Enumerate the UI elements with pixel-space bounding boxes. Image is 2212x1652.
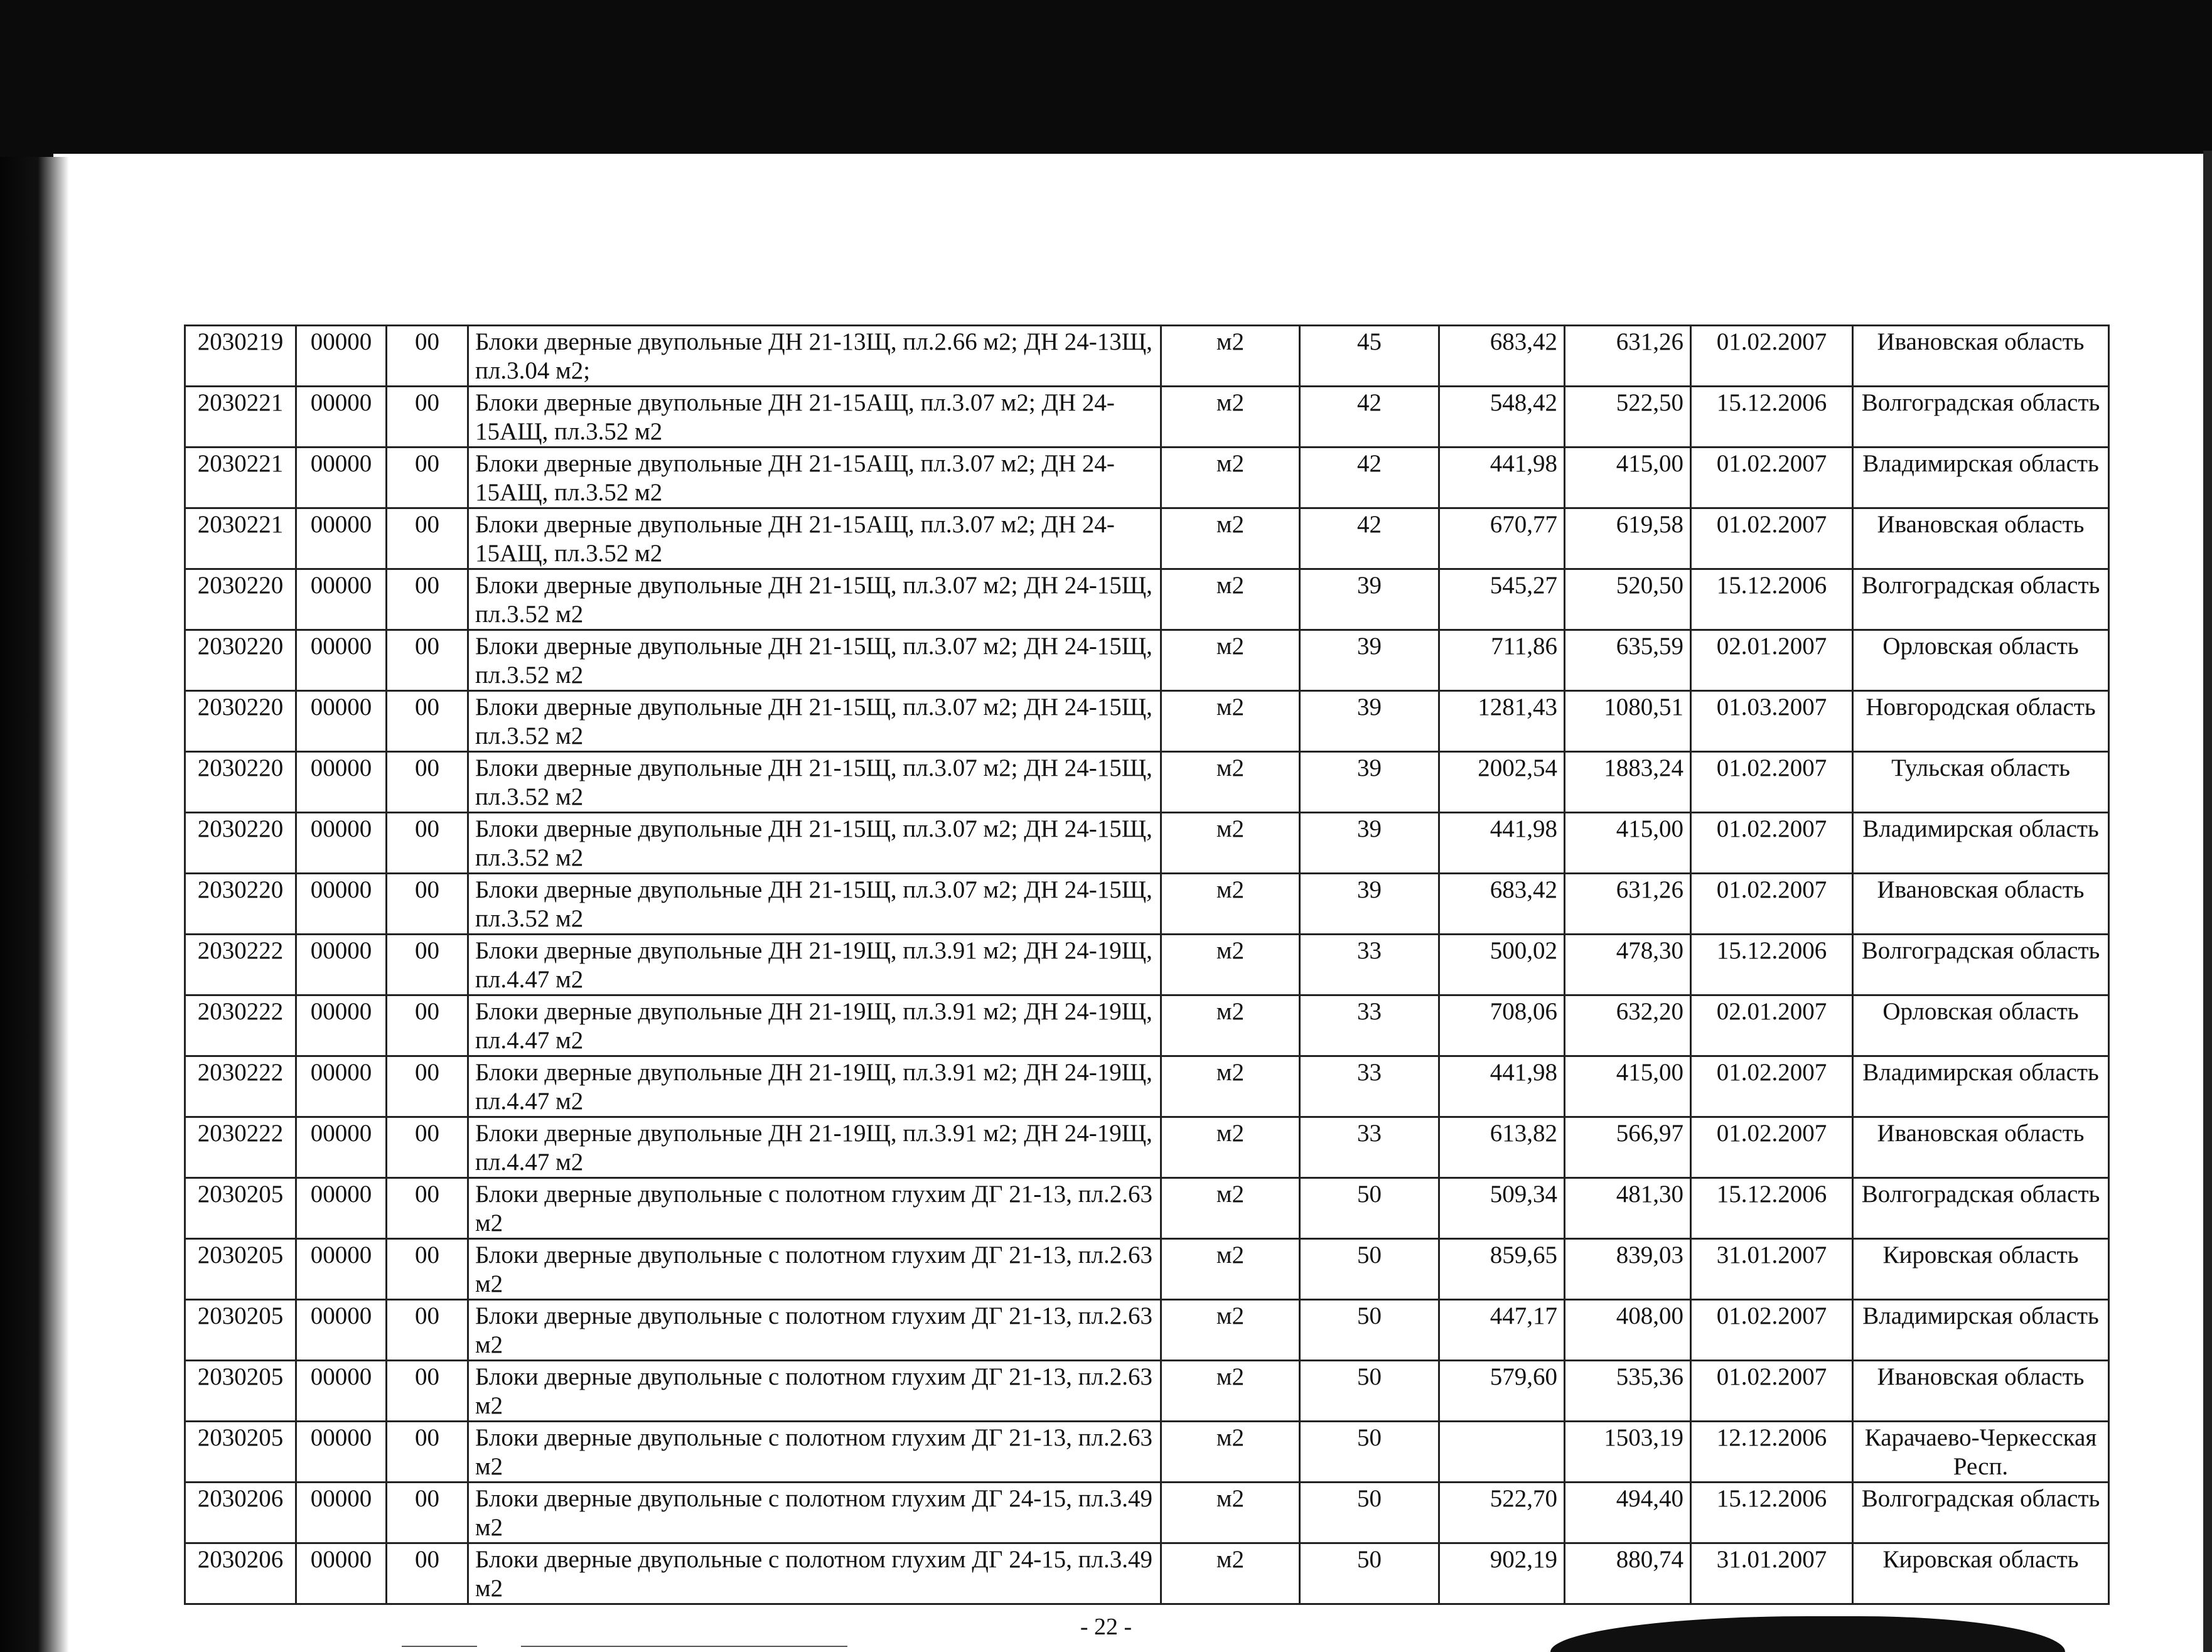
- item-region: Владимирская область: [1853, 1300, 2109, 1361]
- scan-left-shadow: [0, 157, 69, 1652]
- item-region: Волгоградская область: [1853, 1178, 2109, 1239]
- item-quantity: 33: [1300, 935, 1439, 995]
- item-unit: м2: [1161, 1117, 1300, 1178]
- item-price-1: 683,42: [1439, 874, 1565, 935]
- item-subcode-2: 00: [387, 813, 468, 874]
- price-table-body: [185, 326, 2109, 1604]
- item-quantity: 39: [1300, 691, 1439, 752]
- item-date: 15.12.2006: [1691, 1178, 1853, 1239]
- item-code: 2030221: [185, 448, 296, 508]
- item-name: Блоки дверные двупольные ДН 21-15Щ, пл.3.07 м2; ДН 24-15Щ, пл.3.52 м2: [468, 569, 1161, 630]
- item-name: Блоки дверные двупольные ДН 21-19Щ, пл.3.91 м2; ДН 24-19Щ, пл.4.47 м2: [468, 1117, 1161, 1178]
- table-row: [185, 752, 2109, 813]
- table-row: [185, 569, 2109, 630]
- item-unit: м2: [1161, 1056, 1300, 1117]
- item-unit: м2: [1161, 1239, 1300, 1300]
- item-subcode: 00000: [296, 874, 387, 935]
- item-price-2: 494,40: [1565, 1483, 1691, 1543]
- item-name: Блоки дверные двупольные с полотном глухим ДГ 24-15, пл.3.49 м2: [468, 1543, 1161, 1604]
- item-code: 2030205: [185, 1422, 296, 1483]
- item-quantity: 33: [1300, 995, 1439, 1056]
- item-date: 01.02.2007: [1691, 752, 1853, 813]
- item-quantity: 50: [1300, 1543, 1439, 1604]
- item-unit: м2: [1161, 813, 1300, 874]
- item-quantity: 33: [1300, 1056, 1439, 1117]
- item-subcode-2: 00: [387, 1056, 468, 1117]
- item-unit: м2: [1161, 1300, 1300, 1361]
- item-subcode-2: 00: [387, 508, 468, 569]
- item-price-2: 415,00: [1565, 813, 1691, 874]
- item-code: 2030205: [185, 1361, 296, 1422]
- item-name: Блоки дверные двупольные ДН 21-15Щ, пл.3.07 м2; ДН 24-15Щ, пл.3.52 м2: [468, 691, 1161, 752]
- item-price-1: 683,42: [1439, 326, 1565, 387]
- item-price-2: 1503,19: [1565, 1422, 1691, 1483]
- item-name: Блоки дверные двупольные ДН 21-15Щ, пл.3.07 м2; ДН 24-15Щ, пл.3.52 м2: [468, 813, 1161, 874]
- item-price-1: 902,19: [1439, 1543, 1565, 1604]
- item-date: 15.12.2006: [1691, 935, 1853, 995]
- item-region: Волгоградская область: [1853, 935, 2109, 995]
- item-quantity: 50: [1300, 1178, 1439, 1239]
- item-price-2: 408,00: [1565, 1300, 1691, 1361]
- item-name: Блоки дверные двупольные ДН 21-15АЩ, пл.3.07 м2; ДН 24-15АЩ, пл.3.52 м2: [468, 387, 1161, 448]
- item-region: Владимирская область: [1853, 813, 2109, 874]
- item-quantity: 42: [1300, 387, 1439, 448]
- item-price-2: 478,30: [1565, 935, 1691, 995]
- item-date: 31.01.2007: [1691, 1543, 1853, 1604]
- item-quantity: 45: [1300, 326, 1439, 387]
- item-subcode: 00000: [296, 1543, 387, 1604]
- item-unit: м2: [1161, 874, 1300, 935]
- item-code: 2030220: [185, 752, 296, 813]
- item-name: Блоки дверные двупольные ДН 21-15АЩ, пл.3.07 м2; ДН 24-15АЩ, пл.3.52 м2: [468, 508, 1161, 569]
- item-unit: м2: [1161, 569, 1300, 630]
- item-price-2: 415,00: [1565, 1056, 1691, 1117]
- item-subcode: 00000: [296, 1483, 387, 1543]
- item-subcode: 00000: [296, 508, 387, 569]
- item-quantity: 39: [1300, 752, 1439, 813]
- item-unit: м2: [1161, 448, 1300, 508]
- item-unit: м2: [1161, 326, 1300, 387]
- item-date: 01.02.2007: [1691, 326, 1853, 387]
- item-quantity: 42: [1300, 508, 1439, 569]
- item-subcode-2: 00: [387, 1543, 468, 1604]
- item-code: 2030220: [185, 569, 296, 630]
- item-subcode-2: 00: [387, 874, 468, 935]
- item-region: Ивановская область: [1853, 326, 2109, 387]
- item-price-2: 619,58: [1565, 508, 1691, 569]
- item-date: 01.03.2007: [1691, 691, 1853, 752]
- table-row: [185, 1422, 2109, 1483]
- item-price-1: 545,27: [1439, 569, 1565, 630]
- item-price-1: 548,42: [1439, 387, 1565, 448]
- item-code: 2030222: [185, 935, 296, 995]
- item-subcode-2: 00: [387, 387, 468, 448]
- item-price-1: 859,65: [1439, 1239, 1565, 1300]
- item-subcode-2: 00: [387, 630, 468, 691]
- item-subcode: 00000: [296, 1239, 387, 1300]
- item-subcode-2: 00: [387, 448, 468, 508]
- item-code: 2030206: [185, 1483, 296, 1543]
- item-region: Ивановская область: [1853, 874, 2109, 935]
- item-subcode-2: 00: [387, 691, 468, 752]
- item-subcode: 00000: [296, 387, 387, 448]
- item-date: 15.12.2006: [1691, 569, 1853, 630]
- item-price-1: 441,98: [1439, 1056, 1565, 1117]
- item-name: Блоки дверные двупольные ДН 21-15АЩ, пл.3.07 м2; ДН 24-15АЩ, пл.3.52 м2: [468, 448, 1161, 508]
- table-row: [185, 387, 2109, 448]
- item-region: Ивановская область: [1853, 1361, 2109, 1422]
- item-price-1: 579,60: [1439, 1361, 1565, 1422]
- item-price-1: 1281,43: [1439, 691, 1565, 752]
- item-quantity: 39: [1300, 813, 1439, 874]
- item-quantity: 42: [1300, 448, 1439, 508]
- item-unit: м2: [1161, 1483, 1300, 1543]
- item-code: 2030222: [185, 1117, 296, 1178]
- item-price-2: 631,26: [1565, 874, 1691, 935]
- item-code: 2030220: [185, 874, 296, 935]
- item-region: Орловская область: [1853, 995, 2109, 1056]
- item-region: Ивановская область: [1853, 508, 2109, 569]
- item-name: Блоки дверные двупольные с полотном глухим ДГ 21-13, пл.2.63 м2: [468, 1239, 1161, 1300]
- item-subcode: 00000: [296, 1361, 387, 1422]
- table-row: [185, 1483, 2109, 1543]
- item-price-2: 880,74: [1565, 1543, 1691, 1604]
- item-unit: м2: [1161, 1543, 1300, 1604]
- item-date: 01.02.2007: [1691, 813, 1853, 874]
- item-name: Блоки дверные двупольные ДН 21-19Щ, пл.3.91 м2; ДН 24-19Щ, пл.4.47 м2: [468, 935, 1161, 995]
- item-code: 2030206: [185, 1543, 296, 1604]
- item-subcode-2: 00: [387, 1483, 468, 1543]
- item-date: 01.02.2007: [1691, 1056, 1853, 1117]
- item-date: 01.02.2007: [1691, 1117, 1853, 1178]
- item-unit: м2: [1161, 387, 1300, 448]
- item-region: Кировская область: [1853, 1239, 2109, 1300]
- table-row: [185, 1300, 2109, 1361]
- table-row: [185, 448, 2109, 508]
- item-subcode-2: 00: [387, 1239, 468, 1300]
- item-subcode: 00000: [296, 630, 387, 691]
- item-code: 2030221: [185, 387, 296, 448]
- item-subcode: 00000: [296, 569, 387, 630]
- item-price-1: 441,98: [1439, 448, 1565, 508]
- scan-mark: [521, 1646, 847, 1647]
- item-name: Блоки дверные двупольные ДН 21-19Щ, пл.3.91 м2; ДН 24-19Щ, пл.4.47 м2: [468, 995, 1161, 1056]
- item-price-1: 613,82: [1439, 1117, 1565, 1178]
- item-subcode: 00000: [296, 326, 387, 387]
- item-subcode: 00000: [296, 691, 387, 752]
- table-row: [185, 1056, 2109, 1117]
- item-quantity: 39: [1300, 874, 1439, 935]
- item-code: 2030222: [185, 1056, 296, 1117]
- item-name: Блоки дверные двупольные с полотном глухим ДГ 21-13, пл.2.63 м2: [468, 1178, 1161, 1239]
- item-date: 15.12.2006: [1691, 1483, 1853, 1543]
- item-region: Ивановская область: [1853, 1117, 2109, 1178]
- item-unit: м2: [1161, 935, 1300, 995]
- item-code: 2030219: [185, 326, 296, 387]
- item-code: 2030222: [185, 995, 296, 1056]
- item-subcode-2: 00: [387, 326, 468, 387]
- item-quantity: 50: [1300, 1422, 1439, 1483]
- item-price-2: 481,30: [1565, 1178, 1691, 1239]
- item-unit: м2: [1161, 508, 1300, 569]
- table-row: [185, 995, 2109, 1056]
- item-region: Владимирская область: [1853, 1056, 2109, 1117]
- item-subcode-2: 00: [387, 995, 468, 1056]
- item-date: 15.12.2006: [1691, 387, 1853, 448]
- item-quantity: 39: [1300, 569, 1439, 630]
- table-row: [185, 326, 2109, 387]
- item-subcode: 00000: [296, 1056, 387, 1117]
- item-quantity: 50: [1300, 1361, 1439, 1422]
- table-row: [185, 874, 2109, 935]
- item-date: 01.02.2007: [1691, 508, 1853, 569]
- item-price-1: 441,98: [1439, 813, 1565, 874]
- item-price-1: 2002,54: [1439, 752, 1565, 813]
- item-date: 01.02.2007: [1691, 874, 1853, 935]
- item-subcode: 00000: [296, 1117, 387, 1178]
- item-code: 2030220: [185, 630, 296, 691]
- item-name: Блоки дверные двупольные с полотном глухим ДГ 21-13, пл.2.63 м2: [468, 1422, 1161, 1483]
- item-subcode-2: 00: [387, 935, 468, 995]
- item-code: 2030205: [185, 1178, 296, 1239]
- item-region: Новгородская область: [1853, 691, 2109, 752]
- item-region: Кировская область: [1853, 1543, 2109, 1604]
- item-price-2: 1080,51: [1565, 691, 1691, 752]
- item-subcode: 00000: [296, 1300, 387, 1361]
- item-name: Блоки дверные двупольные ДН 21-19Щ, пл.3.91 м2; ДН 24-19Щ, пл.4.47 м2: [468, 1056, 1161, 1117]
- item-date: 01.02.2007: [1691, 1361, 1853, 1422]
- item-region: Волгоградская область: [1853, 569, 2109, 630]
- item-subcode-2: 00: [387, 569, 468, 630]
- item-price-2: 415,00: [1565, 448, 1691, 508]
- item-unit: м2: [1161, 1422, 1300, 1483]
- item-price-1: 447,17: [1439, 1300, 1565, 1361]
- item-date: 01.02.2007: [1691, 1300, 1853, 1361]
- item-price-2: 632,20: [1565, 995, 1691, 1056]
- table-row: [185, 1239, 2109, 1300]
- scan-right-shadow: [2203, 151, 2212, 1652]
- item-price-2: 535,36: [1565, 1361, 1691, 1422]
- item-name: Блоки дверные двупольные с полотном глухим ДГ 24-15, пл.3.49 м2: [468, 1483, 1161, 1543]
- item-price-2: 522,50: [1565, 387, 1691, 448]
- item-name: Блоки дверные двупольные ДН 21-13Щ, пл.2.66 м2; ДН 24-13Щ, пл.3.04 м2;: [468, 326, 1161, 387]
- item-name: Блоки дверные двупольные ДН 21-15Щ, пл.3.07 м2; ДН 24-15Щ, пл.3.52 м2: [468, 630, 1161, 691]
- item-region: Карачаево-Черкесская Респ.: [1853, 1422, 2109, 1483]
- item-region: Волгоградская область: [1853, 387, 2109, 448]
- item-quantity: 33: [1300, 1117, 1439, 1178]
- item-date: 01.02.2007: [1691, 448, 1853, 508]
- item-date: 31.01.2007: [1691, 1239, 1853, 1300]
- item-unit: м2: [1161, 1178, 1300, 1239]
- item-unit: м2: [1161, 1361, 1300, 1422]
- item-unit: м2: [1161, 630, 1300, 691]
- item-date: 02.01.2007: [1691, 995, 1853, 1056]
- item-price-1: 522,70: [1439, 1483, 1565, 1543]
- item-region: Волгоградская область: [1853, 1483, 2109, 1543]
- item-code: 2030220: [185, 691, 296, 752]
- item-subcode: 00000: [296, 813, 387, 874]
- item-region: Орловская область: [1853, 630, 2109, 691]
- item-region: Владимирская область: [1853, 448, 2109, 508]
- item-price-2: 566,97: [1565, 1117, 1691, 1178]
- item-region: Тульская область: [1853, 752, 2109, 813]
- item-price-1: 500,02: [1439, 935, 1565, 995]
- item-name: Блоки дверные двупольные ДН 21-15Щ, пл.3.07 м2; ДН 24-15Щ, пл.3.52 м2: [468, 752, 1161, 813]
- item-name: Блоки дверные двупольные ДН 21-15Щ, пл.3.07 м2; ДН 24-15Щ, пл.3.52 м2: [468, 874, 1161, 935]
- table-row: [185, 1117, 2109, 1178]
- item-price-2: 631,26: [1565, 326, 1691, 387]
- item-unit: м2: [1161, 691, 1300, 752]
- item-quantity: 50: [1300, 1300, 1439, 1361]
- item-subcode-2: 00: [387, 1361, 468, 1422]
- item-code: 2030221: [185, 508, 296, 569]
- table-row: [185, 691, 2109, 752]
- item-name: Блоки дверные двупольные с полотном глухим ДГ 21-13, пл.2.63 м2: [468, 1300, 1161, 1361]
- item-price-1: [1439, 1422, 1565, 1483]
- scan-mark: [402, 1646, 477, 1647]
- item-subcode-2: 00: [387, 1178, 468, 1239]
- table-row: [185, 630, 2109, 691]
- item-quantity: 39: [1300, 630, 1439, 691]
- item-subcode: 00000: [296, 752, 387, 813]
- item-date: 12.12.2006: [1691, 1422, 1853, 1483]
- price-table: [184, 324, 2110, 1605]
- item-date: 02.01.2007: [1691, 630, 1853, 691]
- table-row: [185, 1543, 2109, 1604]
- item-subcode-2: 00: [387, 1300, 468, 1361]
- item-name: Блоки дверные двупольные с полотном глухим ДГ 21-13, пл.2.63 м2: [468, 1361, 1161, 1422]
- item-subcode: 00000: [296, 1422, 387, 1483]
- item-price-1: 670,77: [1439, 508, 1565, 569]
- item-subcode-2: 00: [387, 1422, 468, 1483]
- item-unit: м2: [1161, 752, 1300, 813]
- item-price-2: 839,03: [1565, 1239, 1691, 1300]
- scan-top-band: [0, 0, 2212, 157]
- item-quantity: 50: [1300, 1483, 1439, 1543]
- item-price-1: 711,86: [1439, 630, 1565, 691]
- table-row: [185, 813, 2109, 874]
- item-subcode: 00000: [296, 1178, 387, 1239]
- item-price-2: 520,50: [1565, 569, 1691, 630]
- item-price-2: 635,59: [1565, 630, 1691, 691]
- item-price-1: 509,34: [1439, 1178, 1565, 1239]
- item-quantity: 50: [1300, 1239, 1439, 1300]
- item-code: 2030220: [185, 813, 296, 874]
- table-row: [185, 1178, 2109, 1239]
- item-price-1: 708,06: [1439, 995, 1565, 1056]
- item-subcode-2: 00: [387, 752, 468, 813]
- table-row: [185, 1361, 2109, 1422]
- item-code: 2030205: [185, 1239, 296, 1300]
- item-code: 2030205: [185, 1300, 296, 1361]
- item-unit: м2: [1161, 995, 1300, 1056]
- table-row: [185, 935, 2109, 995]
- item-subcode: 00000: [296, 995, 387, 1056]
- item-price-2: 1883,24: [1565, 752, 1691, 813]
- page-number: - 22 -: [1080, 1614, 1132, 1640]
- item-subcode-2: 00: [387, 1117, 468, 1178]
- item-subcode: 00000: [296, 935, 387, 995]
- table-row: [185, 508, 2109, 569]
- item-subcode: 00000: [296, 448, 387, 508]
